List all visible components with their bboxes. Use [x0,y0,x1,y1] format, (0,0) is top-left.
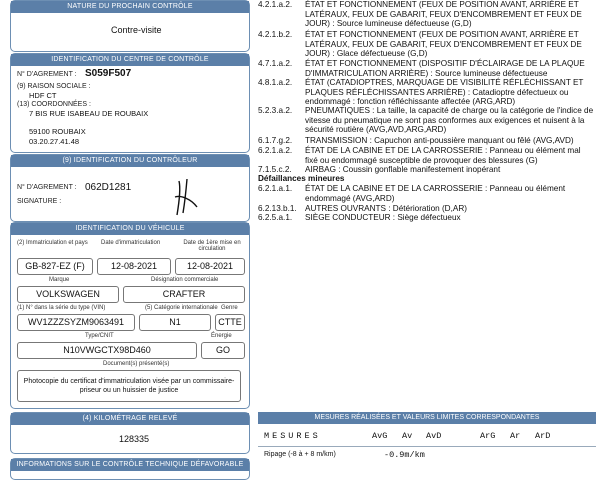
defect-code: 4.2.1.a.2. [258,0,293,9]
measures-col-avg: AvG [372,431,388,441]
vin-field: WV1ZZZSYZM9063491 [17,314,135,331]
energie-label: Énergie [211,333,232,339]
genre-label: Genre [221,305,238,311]
divider [258,446,596,447]
defect-text: ÉTAT ET FONCTIONNEMENT (FEUX DE POSITION AVANT, ARRIÈRE ET LATÉRAUX, FEUX DE GABARIT, FEUX D'ENCOMBREMENT ET FEUX DE JOUR) : Source lumineuse défectueuse (G,D) [305,0,582,29]
vehicle-box [10,222,250,409]
defect-code: 4.2.1.b.2. [258,30,293,39]
center-raison-label: (9) RAISON SOCIALE : [17,83,91,90]
defect-code: 6.2.13.b.1. [258,204,297,213]
genre-field: CTTE [215,314,245,331]
defect-text: SIÈGE CONDUCTEUR : Siège défectueux [305,213,461,222]
next-control-header: NATURE DU PROCHAIN CONTRÔLE [11,1,249,13]
mileage-box [10,412,250,454]
defect-code: 6.2.1.a.2. [258,146,293,155]
defect-text: ÉTAT (CATADIOPTRES, MARQUAGE DE VISIBILITÉ RÉFLÉCHISSANT ET PLAQUES RÉFLÉCHISSANTES ARRIÈRE) : Catadioptre défectueux ou endommagé : fonction réfléchissante affectée (ARG,ARD) [305,78,584,107]
defect-code: 6.1.7.g.2. [258,136,293,145]
date-immat-field: 12-08-2021 [97,258,171,275]
controller-header: (9) IDENTIFICATION DU CONTRÔLEUR [11,155,249,167]
measures-col-avd: AvD [426,431,442,441]
ripage-label: Ripage (-8 à + 8 m/km) [264,451,336,458]
defect-text: TRANSMISSION : Capuchon anti-poussière manquant ou fêlé (AVG,AVD) [305,136,574,145]
measures-col-ar: Ar [510,431,521,441]
info-header: INFORMATIONS SUR LE CONTRÔLE TECHNIQUE DÉFAVORABLE [11,459,249,471]
mileage-header: (4) KILOMÉTRAGE RELEVÉ [11,413,249,425]
measures-title: MESURES [264,431,321,441]
signature-image [161,175,211,219]
defect-text: ÉTAT ET FONCTIONNEMENT (DISPOSITIF D'ÉCLAIRAGE DE LA PLAQUE D'IMMATRICULATION ARRIÈRE) : Source lumineuse défectueuse [305,59,585,78]
defect-text: ÉTAT DE LA CABINE ET DE LA CARROSSERIE : Panneau ou élément mal fixé ou endommagé susceptible de provoquer des blessures (G) [305,146,581,165]
defect-text: ÉTAT DE LA CABINE ET DE LA CARROSSERIE : Panneau ou élément endommagé (AVG,ARD) [305,184,566,203]
center-header: IDENTIFICATION DU CENTRE DE CONTRÔLE [11,54,249,66]
info-box [10,458,250,480]
center-agrement-value: S059F507 [85,68,132,79]
defect-text: ÉTAT ET FONCTIONNEMENT (FEUX DE POSITION AVANT, ARRIÈRE ET LATÉRAUX, FEUX DE GABARIT, FEUX D'ENCOMBREMENT ET FEUX DE JOUR) : Glace défectueuse (G,D) [305,30,582,59]
defect-code: 4.8.1.a.2. [258,78,293,87]
marque-field: VOLKSWAGEN [17,286,119,303]
defect-code: 4.7.1.a.2. [258,59,293,68]
center-coord-label: (13) COORDONNÉES : [17,101,91,108]
next-control-value: Contre-visite [111,25,162,35]
defect-code: 6.2.5.a.1. [258,213,293,222]
type-label: Type/CNIT [85,333,114,339]
center-agrement-label: N° D'AGREMENT : [17,71,77,78]
vin-label: (1) N° dans la série du type (VIN) [17,305,106,311]
categorie-label: (5) Catégorie internationale [145,305,218,311]
mileage-value: 128335 [119,434,150,444]
immat-field: GB-827-EZ (F) [17,258,93,275]
center-address1: 7 BIS RUE ISABEAU DE ROUBAIX [29,109,149,118]
ripage-value: -0.9m/km [384,450,425,460]
measures-col-arg: ArG [480,431,496,441]
measures-col-av: Av [402,431,413,441]
defect-code: 5.2.3.a.2. [258,106,293,115]
defect-code: 6.2.1.a.1. [258,184,293,193]
defect-code: 7.1.5.c.2. [258,165,292,174]
next-control-box [10,0,250,52]
measures-col-ard: ArD [535,431,551,441]
designation-field: CRAFTER [123,286,245,303]
documents-label: Document(s) présenté(s) [103,361,170,367]
center-address2: 59100 ROUBAIX [29,127,86,136]
date-immat-label: Date d'immatriculation [101,240,161,246]
defect-text: PNEUMATIQUES : La taille, la capacité de charge ou la catégorie de l'indice de vitesse du pneumatique ne sont pas conformes aux exigences et nuisent à la sécurité routière (AVG,AVD,ARG,ARD) [305,106,594,135]
marque-label: Marque [49,277,70,283]
minor-defects-heading: Défaillances mineures [258,174,345,183]
measures-header: MESURES RÉALISÉES ET VALEURS LIMITES CORRESPONDANTES [258,412,596,424]
energie-field: GO [201,342,245,359]
center-box [10,53,250,153]
defect-text: AIRBAG : Coussin gonflable manifestement inopérant [305,165,501,174]
date-mise-label: Date de 1ère mise en circulation [183,240,241,252]
controller-box [10,154,250,222]
immat-label: (2) Immatriculation et pays [17,240,88,246]
date-mise-field: 12-08-2021 [175,258,245,275]
controller-signature-label: SIGNATURE : [17,198,62,205]
controller-agrement-label: N° D'AGREMENT : [17,184,77,191]
center-phone: 03.20.27.41.48 [29,137,80,146]
controller-agrement-value: 062D1281 [85,182,132,193]
defect-text: AUTRES OUVRANTS : Détérioration (D,AR) [305,204,467,213]
categorie-field: N1 [139,314,211,331]
documents-field: Photocopie du certificat d'immatriculation visée par un commissaire-priseur ou un huissier de justice [17,370,241,402]
vehicle-header: IDENTIFICATION DU VÉHICULE [11,223,249,235]
designation-label: Désignation commerciale [151,277,219,283]
center-raison-value: HDF CT [29,91,57,100]
type-field: N10VWGCTX98D460 [17,342,197,359]
